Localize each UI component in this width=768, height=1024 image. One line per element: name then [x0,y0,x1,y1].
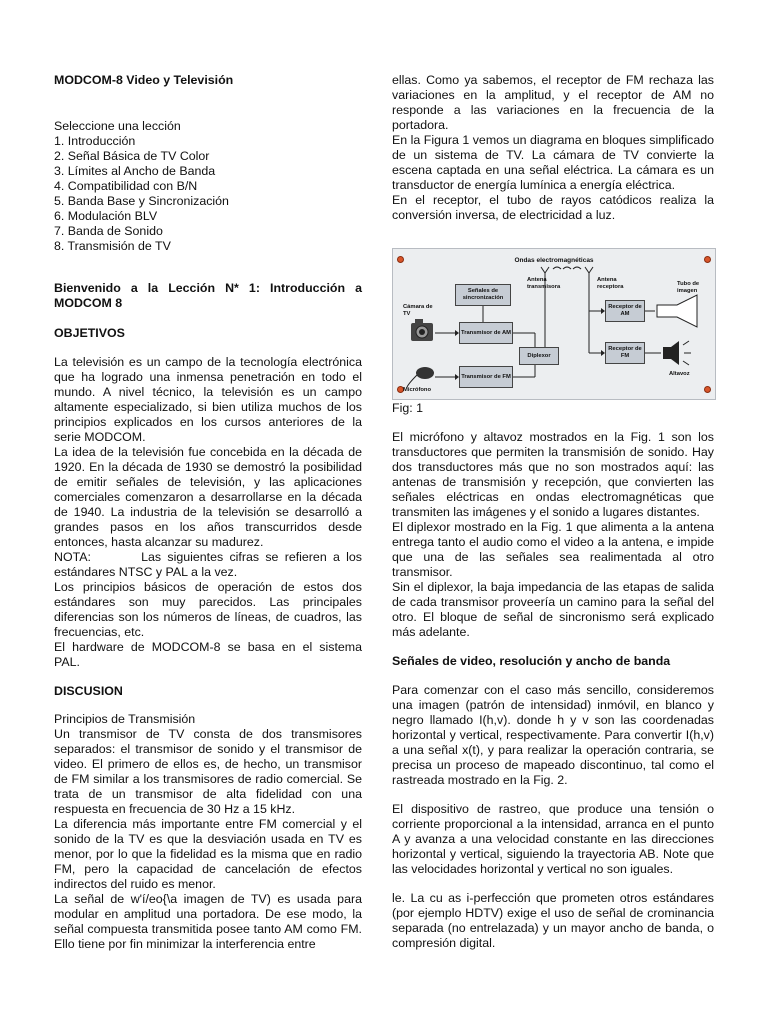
paragraph: le. La cu as i-perfección que prometen otros estándares (por ejemplo HDTV) exige el uso de señal de crominancia separada (no entrelazada) y un mayor ancho de banda, o compresión digital. [392,891,714,950]
objectives-heading: OBJETIVOS [54,326,125,340]
tv-block-diagram [392,248,716,400]
paragraph: La señal de w'í/eo{\a imagen de TV) es usada para modular en amplitud una portadora. De ese modo, la señal compuesta transmitida posee tanto AM como FM. Ello tiene por fin minimizar la interferencia entre [54,892,362,951]
paragraph: La diferencia más importante entre FM comercial y el sonido de la TV es que la desviación usada en TV es menor, por lo que la fidelidad es la misma que en radio FM, pero la capacidad de cancelación de efectos indirectos del ruido es menor. [54,817,362,891]
paragraph: Un transmisor de TV consta de dos transmisores separados: el transmisor de sonido y el transmisor de video. El primero de ellos es, de hecho, un transmisor de FM similar a los transmisores de radio comercial. Se trata de un transmisor de alta fidelidad con una respuesta en frecuencia de 30 Hz a 15 kHz. [54,727,362,816]
lesson-item[interactable]: 5. Banda Base y Sincronización [54,194,229,208]
paragraph: En la Figura 1 vemos un diagrama en bloques simplificado de un sistema de TV. La cámara de TV convierte la escena captada en una señal eléctrica. La cámara es un transductor de energía lumínica a energía eléctrica. [392,133,714,192]
right-intro [392,73,714,223]
subheading: Principios de Transmisión [54,712,196,726]
paragraph: El hardware de MODCOM-8 se basa en el sistema PAL. [54,640,362,669]
lesson-item[interactable]: 4. Compatibilidad con B/N [54,179,198,193]
lesson-item[interactable]: 2. Señal Básica de TV Color [54,149,210,163]
picture-tube-icon [657,295,697,327]
paragraph: ellas. Como ya sabemos, el receptor de FM rechaza las variaciones en la amplitud, y el receptor de AM no responde a las variaciones en la frecuencia de la portadora. [392,73,714,132]
lesson-item[interactable]: 6. Modulación BLV [54,209,158,223]
sync-block: Señales de sincronización [455,284,511,306]
paragraph: La televisión es un campo de la tecnología electrónica que ha logrado una inmensa penetración en todo el mundo. A nivel técnico, la televisión es un campo altamente especializado, si bien utiliza muchos de los principios explicados en los cursos anteriores de la serie MODCOM. [54,355,362,444]
paragraph: El diplexor mostrado en la Fig. 1 que alimenta a la antena entrega tanto el audio como el video a la antena, e impide que una de las señales sea realimentada al otro transmisor. [392,520,714,579]
tube-label: Tubo de imagen [677,281,700,294]
lesson-list [54,119,362,254]
camera-label: Cámara de TV [403,304,433,317]
discussion-heading: DISCUSION [54,684,123,698]
note-paragraph: NOTA: Las siguientes cifras se refieren a los estándares NTSC y PAL a la vez. [54,550,366,579]
paragraph: La idea de la televisión fue concebida en la década de 1920. En la década de 1930 se demostró la posibilidad de emitir señales de televisión, y las aplicaciones comerciales comenzaron a desarrollarse en la década de 1940. La industria de la televisión se desarrolló a grandes pasos en los años transcurridos desde entonces, hasta alcanzar su madurez. [54,445,362,549]
figure-caption: Fig: 1 [392,401,423,415]
speaker-icon [663,341,691,365]
paragraph: En el receptor, el tubo de rayos catódicos realiza la conversión inversa, de electricidad a luz. [392,193,714,222]
fm-transmitter-block: Transmisor de FM [459,366,513,388]
objectives-body [54,355,366,670]
microphone-label: Micrófono [403,387,432,393]
paragraph: El dispositivo de rastreo, que produce una tensión o corriente proporcional a la intensidad, arranca en el punto A y avanza a una velocidad constante en las direcciones horizontal y vertical, siguiendo la trayectoria AB. Note que las velocidades horizontal y vertical no son iguales. [392,802,714,876]
paragraph: Para comenzar con el caso más sencillo, consideremos una imagen (patrón de intensidad) inmóvil, en blanco y negro llamado I(h,v). donde h y v son las coordenadas horizontal y vertical, respectivamente. Para convertir I(h,v) a una señal x(t), y para realizar la operación contraria, se precisa un proceso de mapeado discontinuo, tal como el rastreada mostrado en la Fig. 2. [392,683,714,787]
diagram-title: Ondas electromagnéticas [514,257,594,264]
am-transmitter-block: Transmisor de AM [459,322,513,344]
paragraph: Sin el diplexor, la baja impedancia de las etapas de salida de cada transmisor proveería un camino para la señal del otro. El bloque de señal de sincronismo será explicado más adelante. [392,580,714,639]
welcome-heading: Bienvenido a la Lección N* 1: Introducción a MODCOM 8 [54,281,362,310]
am-receiver-block: Receptor de AM [605,300,645,322]
tx-antenna-label: Antena transmisora [527,277,561,290]
rx-antenna-label: Antena receptora [597,277,624,290]
page-title: MODCOM-8 Video y Televisión [54,73,234,87]
lesson-item[interactable]: 8. Transmisión de TV [54,239,171,253]
diplexor-block: Diplexor [519,347,559,365]
speaker-label: Altavoz [669,371,690,377]
fm-receiver-block: Receptor de FM [605,342,645,364]
section-heading: Señales de video, resolución y ancho de banda [392,654,671,668]
discussion-body [54,712,362,952]
right-mid [392,430,714,640]
paragraph: El micrófono y altavoz mostrados en la Fig. 1 son los transductores que permiten la transmisión de sonido. Hay dos transductores más que no son mostrados aquí: las antenas de transmisión y recepción, que convierten las señales eléctricas en ondas electromagnéticas que transmiten las imágenes y el sonido a lugares distantes. [392,430,714,519]
lesson-item[interactable]: 1. Introducción [54,134,136,148]
diagram-wiring [393,249,715,399]
paragraph: Los principios básicos de operación de estos dos estándares son muy parecidos. Las principales diferencias son los números de líneas, de cuadros, las frecuencias, etc. [54,580,362,639]
lesson-item[interactable]: 3. Límites al Ancho de Banda [54,164,216,178]
microphone-icon [407,367,434,387]
select-label: Seleccione una lección [54,119,181,133]
lesson-item[interactable]: 7. Banda de Sonido [54,224,163,238]
camera-icon [411,319,433,341]
